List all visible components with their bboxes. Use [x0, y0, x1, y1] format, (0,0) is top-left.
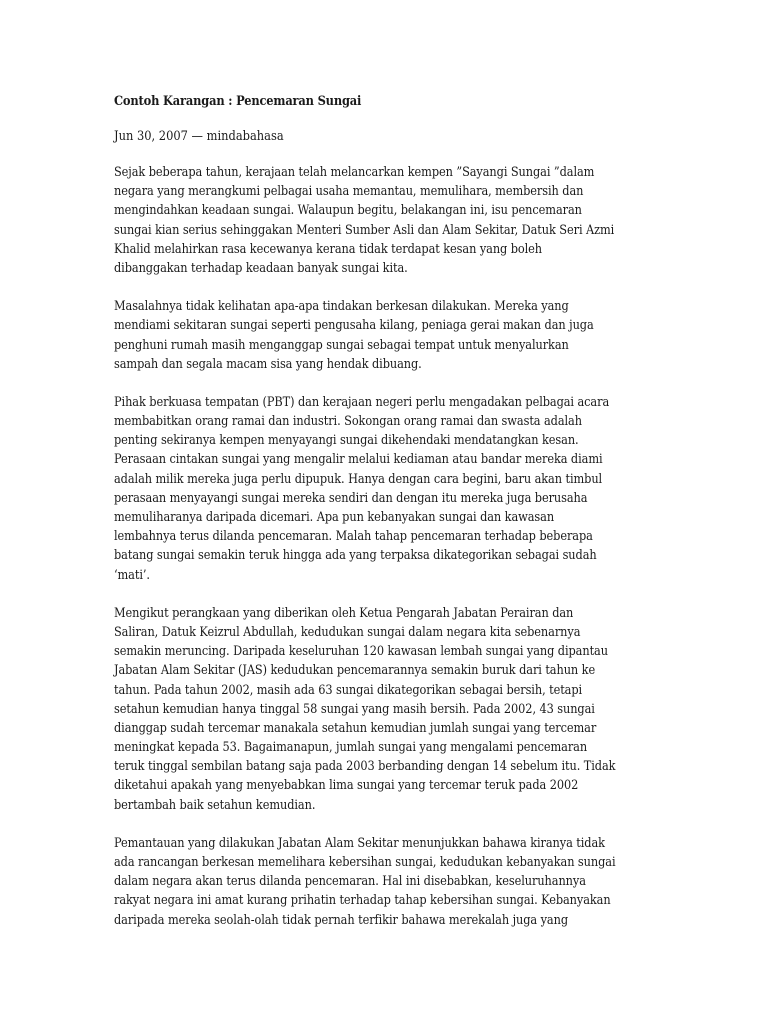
paragraph-line: dalam negara akan terus dilanda pencemaran. Hal ini disebabkan, keseluruhannya: [114, 874, 586, 890]
document-body: [114, 93, 674, 949]
paragraph-line: setahun kemudian hanya tinggal 58 sungai yang masih bersih. Pada 2002, 43 sungai: [114, 701, 595, 717]
paragraph-line: Pihak berkuasa tempatan (PBT) dan kerajaan negeri perlu mengadakan pelbagai acara: [114, 394, 610, 410]
paragraph: [114, 393, 674, 585]
paragraph-line: memuliharanya daripada dicemari. Apa pun kebanyakan sungai dan kawasan: [114, 510, 555, 525]
paragraph-line: rakyat negara ini amat kurang prihatin terhadap tahap kebersihan sungai. Kebanyakan: [114, 893, 611, 909]
paragraph: [114, 834, 674, 930]
paragraph-line: penting sekiranya kempen menyayangi sungai dikehendaki mendatangkan kesan.: [114, 433, 579, 449]
paragraph-line: penghuni rumah masih menganggap sungai sebagai tempat untuk menyalurkan: [114, 337, 569, 353]
paragraph-line: diketahui apakah yang menyebabkan lima sungai yang tercemar teruk pada 2002: [114, 778, 579, 794]
document-meta: Jun 30, 2007 — mindabahasa: [114, 129, 284, 144]
paragraph-line: batang sungai semakin teruk hingga ada yang terpaksa dikategorikan sebagai sudah: [114, 548, 597, 564]
paragraph-line: teruk tinggal sembilan batang saja pada 2003 berbanding dengan 14 sebelum itu. Tidak: [114, 759, 616, 775]
paragraph-line: negara yang merangkumi pelbagai usaha memantau, memulihara, membersih dan: [114, 184, 584, 200]
paragraph-line: lembahnya terus dilanda pencemaran. Malah tahap pencemaran terhadap beberapa: [114, 529, 593, 545]
paragraph-line: daripada mereka seolah-olah tidak pernah terfikir bahawa merekalah juga yang: [114, 912, 568, 928]
paragraph-line: sampah dan segala macam sisa yang hendak dibuang.: [114, 356, 422, 372]
paragraph-line: dibanggakan terhadap keadaan banyak sungai kita.: [114, 260, 408, 276]
paragraph: [114, 604, 674, 815]
paragraph-line: Sejak beberapa tahun, kerajaan telah melancarkan kempen ”Sayangi Sungai ”dalam: [114, 165, 595, 180]
paragraph-line: perasaan menyayangi sungai mereka sendiri dan dengan itu mereka juga berusaha: [114, 490, 588, 506]
paragraph-line: Masalahnya tidak kelihatan apa-apa tindakan berkesan dilakukan. Mereka yang: [114, 299, 569, 315]
paragraph-line: Perasaan cintakan sungai yang mengalir melalui kediaman atau bandar mereka diami: [114, 452, 603, 468]
paragraph-line: meningkat kepada 53. Bagaimanapun, jumlah sungai yang mengalami pencemaran: [114, 740, 588, 756]
paragraph-line: Khalid melahirkan rasa kecewanya kerana tidak terdapat kesan yang boleh: [114, 241, 543, 257]
paragraph: [114, 163, 674, 278]
paragraph-line: ‘mati’.: [114, 567, 150, 583]
paragraph-line: ada rancangan berkesan memelihara kebersihan sungai, kedudukan kebanyakan sungai: [114, 855, 616, 870]
paragraph-line: dianggap sudah tercemar manakala setahun kemudian jumlah sungai yang tercemar: [114, 720, 597, 736]
paragraph-line: Saliran, Datuk Keizrul Abdullah, kedudukan sungai dalam negara kita sebenarnya: [114, 624, 581, 640]
paragraph-line: mendiami sekitaran sungai seperti pengusaha kilang, peniaga gerai makan dan juga: [114, 318, 594, 334]
paragraph-line: adalah milik mereka juga perlu dipupuk. Hanya dengan cara begini, baru akan timbul: [114, 471, 603, 487]
paragraph-line: bertambah baik setahun kemudian.: [114, 797, 316, 813]
paragraph-line: sungai kian serius sehinggakan Menteri Sumber Asli dan Alam Sekitar, Datuk Seri Azmi: [114, 222, 615, 238]
paragraph: [114, 297, 674, 374]
paragraph-line: membabitkan orang ramai dan industri. Sokongan orang ramai dan swasta adalah: [114, 414, 582, 430]
paragraph-line: tahun. Pada tahun 2002, masih ada 63 sungai dikategorikan sebagai bersih, tetapi: [114, 682, 583, 698]
paragraph-list: [114, 163, 674, 930]
document-title: Contoh Karangan : Pencemaran Sungai: [114, 94, 362, 109]
paragraph-line: Pemantauan yang dilakukan Jabatan Alam Sekitar menunjukkan bahawa kiranya tidak: [114, 835, 605, 851]
paragraph-line: Jabatan Alam Sekitar (JAS) kedudukan pencemarannya semakin buruk dari tahun ke: [114, 663, 596, 679]
paragraph-line: semakin meruncing. Daripada keseluruhan 120 kawasan lembah sungai yang dipantau: [114, 644, 608, 660]
paragraph-line: Mengikut perangkaan yang diberikan oleh Ketua Pengarah Jabatan Perairan dan: [114, 605, 574, 621]
paragraph-line: mengindahkan keadaan sungai. Walaupun begitu, belakangan ini, isu pencemaran: [114, 203, 582, 219]
